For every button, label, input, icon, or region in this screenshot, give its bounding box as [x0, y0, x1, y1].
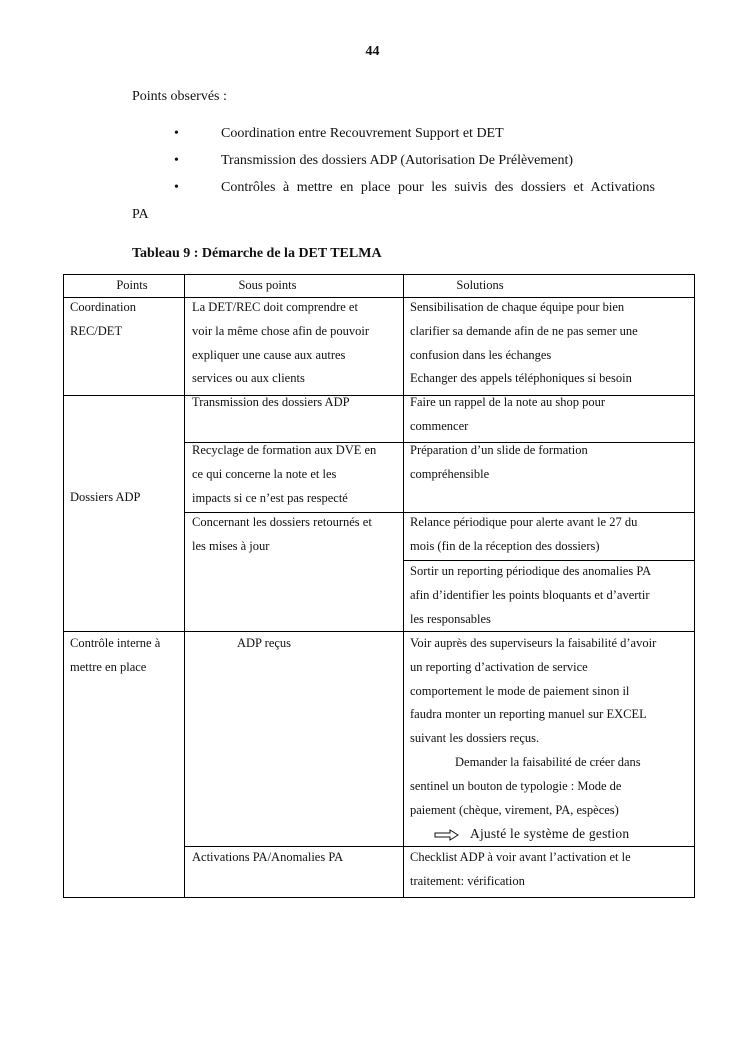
cell-sous-point-retournes	[192, 511, 402, 559]
cell-line: commencer	[410, 418, 469, 433]
cell-line: comportement le mode de paiement sinon il	[410, 683, 630, 698]
cell-line: paiement (chèque, virement, PA, espèces)	[410, 802, 619, 817]
list-item	[0, 180, 745, 207]
cell-line: les responsables	[410, 611, 491, 626]
cell-line: faudra monter un reporting manuel sur EXCEL	[410, 707, 647, 722]
bullet-text: Transmission des dossiers ADP (Autorisation De Prélèvement)	[221, 153, 574, 168]
cell-line: ce qui concerne la note et les	[192, 466, 337, 481]
table-border	[694, 274, 695, 898]
cell-line: impacts si ce n’est pas respecté	[192, 490, 348, 505]
cell-line: sentinel un bouton de typologie : Mode de	[410, 778, 622, 793]
cell-sous-point-transmission: Transmission des dossiers ADP	[192, 395, 350, 409]
cell-point-controle	[70, 632, 182, 680]
cell-solution-retournes-reporting	[410, 560, 694, 631]
table-caption: Tableau 9 : Démarche de la DET TELMA	[132, 246, 382, 261]
cell-line: Sensibilisation de chaque équipe pour bien	[410, 300, 625, 314]
cell-line: Concernant les dossiers retournés et	[192, 515, 372, 529]
bullet-text: Coordination entre Recouvrement Support et DET	[221, 126, 504, 141]
cell-line: Faire un rappel de la note au shop pour	[410, 395, 606, 409]
cell-sous-point-activations: Activations PA/Anomalies PA	[192, 850, 344, 864]
cell-line: Recyclage de formation aux DVE en	[192, 443, 377, 457]
observed-bullet-list	[0, 126, 745, 207]
table-border	[63, 274, 695, 275]
cell-point-dossiers: Dossiers ADP	[70, 490, 141, 504]
cell-point-coordination	[70, 296, 180, 344]
table-border	[63, 274, 64, 898]
cell-line: mettre en place	[70, 659, 147, 674]
cell-solution-activations	[410, 846, 694, 894]
arrow-text: Ajusté le système de gestion	[470, 826, 630, 842]
cell-line: compréhensible	[410, 466, 490, 481]
bullet-icon: •	[174, 180, 179, 195]
cell-sous-point-coordination	[192, 296, 402, 391]
cell-line: Echanger des appels téléphoniques si besoin	[410, 371, 632, 386]
cell-line: Relance périodique pour alerte avant le 27 du	[410, 515, 638, 529]
cell-line: afin d’identifier les points bloquants et d’avertir	[410, 587, 650, 602]
cell-line: suivant les dossiers reçus.	[410, 731, 540, 746]
table-border	[63, 897, 695, 898]
cell-line: un reporting d’activation de service	[410, 659, 588, 674]
bullet-text: Contrôles à mettre en place pour les suivis des dossiers et Activations	[221, 180, 655, 195]
bullet-continuation: PA	[132, 207, 149, 222]
cell-line: REC/DET	[70, 323, 123, 338]
bullet-icon: •	[174, 153, 179, 168]
cell-line: les mises à jour	[192, 538, 270, 553]
cell-solution-retournes-relance	[410, 511, 694, 559]
cell-sous-point-adp-recus: ADP reçus	[237, 636, 292, 650]
header-solutions: Solutions	[456, 278, 504, 292]
header-sous-points: Sous points	[238, 278, 297, 292]
cell-line: La DET/REC doit comprendre et	[192, 300, 358, 314]
right-arrow-icon	[434, 829, 460, 841]
arrow-line	[410, 822, 694, 846]
observed-title: Points observés :	[132, 89, 227, 104]
cell-line: Voir auprès des superviseurs la faisabilité d’avoir	[410, 636, 657, 650]
cell-line: Demander la faisabilité de créer dans	[455, 754, 641, 769]
column-divider	[403, 274, 404, 898]
header-points: Points	[116, 278, 148, 292]
cell-solution-recyclage	[410, 439, 694, 487]
cell-line: confusion dans les échanges	[410, 347, 552, 362]
cell-line: Checklist ADP à voir avant l’activation et le	[410, 850, 631, 864]
cell-line: Coordination	[70, 300, 136, 314]
cell-line: traitement: vérification	[410, 873, 525, 888]
page-number: 44	[365, 44, 380, 59]
bullet-icon: •	[174, 126, 179, 141]
cell-solution-transmission	[410, 391, 694, 439]
list-item	[0, 126, 745, 153]
column-divider	[184, 274, 185, 898]
cell-line: voir la même chose afin de pouvoir	[192, 323, 370, 338]
cell-line: services ou aux clients	[192, 371, 305, 386]
cell-line: Sortir un reporting périodique des anomalies PA	[410, 564, 652, 578]
cell-line: mois (fin de la réception des dossiers)	[410, 538, 600, 553]
cell-line: Contrôle interne à	[70, 636, 161, 650]
cell-line: clarifier sa demande afin de ne pas semer une	[410, 323, 638, 338]
cell-solution-coordination	[410, 296, 694, 391]
list-item	[0, 153, 745, 180]
cell-solution-adp-recus	[410, 632, 694, 846]
cell-line: expliquer une cause aux autres	[192, 347, 346, 362]
cell-line: Préparation d’un slide de formation	[410, 443, 588, 457]
cell-sous-point-recyclage	[192, 439, 402, 510]
